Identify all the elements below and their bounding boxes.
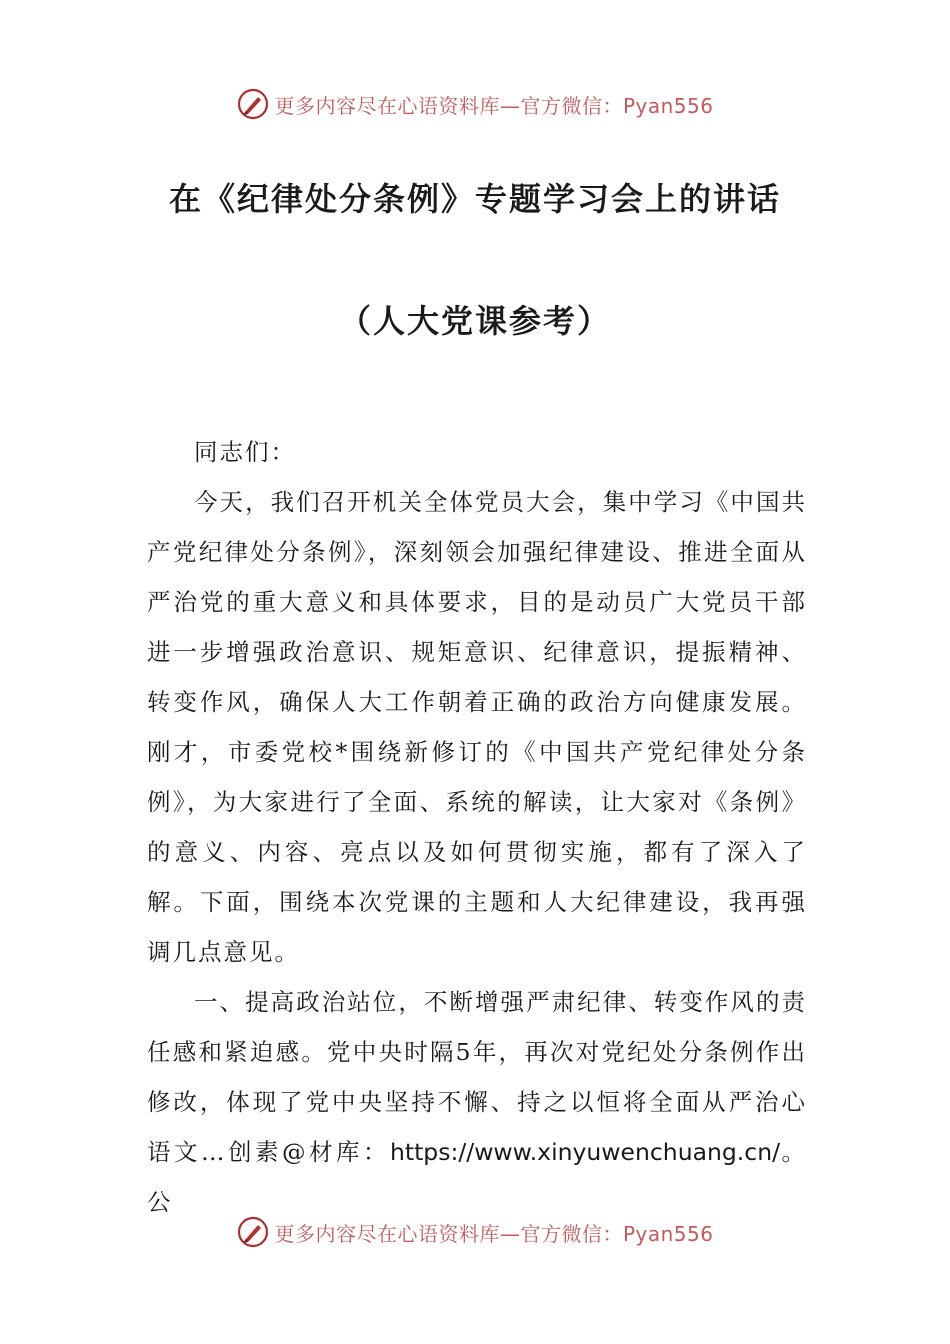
paragraph-intro: 今天，我们召开机关全体党员大会，集中学习《中国共产党纪律处分条例》，深刻领会加强纪律建设、推进全面从严治党的重大意义和具体要求，目的是动员广大党员干部进一步增强政治意识、规矩意识、纪律意识，提振精神、转变作风，确保人大工作朝着正确的政治方向健康发展。刚才，市委党校*围绕新修订的《中国共产党纪律处分条例》，为大家进行了全面、系统的解读，让大家对《条例》的意义、内容、亮点以及如何贯彻实施，都有了深入了解。下面，围绕本次党课的主题和人大纪律建设，我再强调几点意见。 xyxy=(147,488,807,966)
paragraph-point-one-text: 一、提高政治站位，不断增强严肃纪律、转变作风的责任感和紧迫感。党中央时隔5年，再次对党纪处分条例作出修改，体现了党中央坚持不懈、持之以恒将全面从严治 xyxy=(147,988,807,1116)
inserted-ad-url[interactable]: https://www.xinyuwenchuang.cn/ xyxy=(389,1138,781,1166)
document-body xyxy=(147,427,807,1227)
document-subtitle: （人大党课参考） xyxy=(338,302,611,340)
watermark-text: 更多内容尽在心语资料库—官方微信：Pyan556 xyxy=(274,93,714,118)
footer-watermark xyxy=(0,1212,950,1252)
watermark-text: 更多内容尽在心语资料库—官方微信：Pyan556 xyxy=(274,1221,714,1246)
pen-logo-icon xyxy=(236,87,270,121)
salutation: 同志们： xyxy=(194,438,296,466)
document-title: 在《纪律处分条例》专题学习会上的讲话 xyxy=(168,180,781,218)
pen-logo-icon xyxy=(236,1215,270,1249)
inserted-ad-text: 心语文…创素@材库： xyxy=(147,1088,807,1166)
header-watermark xyxy=(0,84,950,124)
paragraph-point-one-tail: 。公 xyxy=(147,1138,808,1216)
paragraph-point-one xyxy=(147,977,807,1227)
